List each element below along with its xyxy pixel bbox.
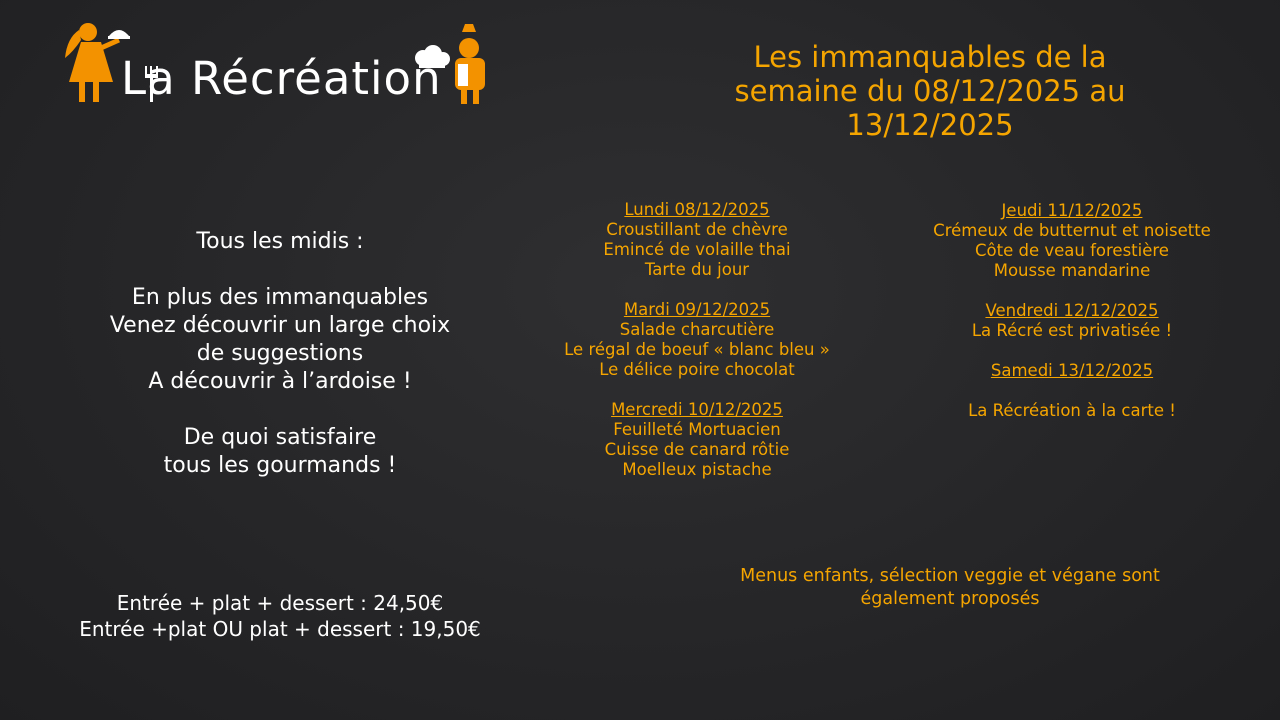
pitch-line: De quoi satisfaire	[183, 425, 377, 450]
day-heading: Mercredi 10/12/2025	[611, 400, 783, 419]
pitch-line: tous les gourmands !	[163, 453, 397, 478]
day-menu-tuesday	[517, 300, 877, 380]
pitch-line: de suggestions	[196, 341, 364, 366]
title-line: 13/12/2025	[846, 108, 1014, 142]
menu-item: Tarte du jour	[644, 260, 750, 279]
day-menu-friday	[892, 301, 1252, 341]
price-line: Entrée + plat + dessert : 24,50€	[116, 591, 444, 615]
menu-item: Côte de veau forestière	[975, 241, 1169, 260]
menu-column-left	[517, 200, 877, 500]
title-line: semaine du 08/12/2025 au	[734, 74, 1126, 108]
menu-item: Croustillant de chèvre	[606, 220, 788, 239]
day-heading: Lundi 08/12/2025	[624, 200, 770, 219]
day-heading: Mardi 09/12/2025	[623, 300, 771, 319]
menu-column-right	[892, 201, 1252, 441]
menu-item: Le régal de boeuf « blanc bleu »	[564, 340, 830, 359]
pitch-line: En plus des immanquables	[131, 285, 429, 310]
menu-item: Crémeux de butternut et noisette	[933, 221, 1211, 240]
menu-item: Mousse mandarine	[993, 261, 1151, 280]
page-title	[640, 40, 1220, 142]
day-menu-monday	[517, 200, 877, 280]
menu-item	[892, 381, 1252, 401]
menu-item: Cuisse de canard rôtie	[604, 440, 790, 459]
title-line: Les immanquables de la	[753, 40, 1107, 74]
menu-item: Emincé de volaille thai	[603, 240, 791, 259]
day-menu-thursday	[892, 201, 1252, 281]
price-list	[30, 590, 530, 642]
menu-item: La Récré est privatisée !	[971, 321, 1173, 340]
price-line: Entrée +plat OU plat + dessert : 19,50€	[79, 617, 481, 641]
brand-logo	[55, 18, 505, 113]
day-heading: Jeudi 11/12/2025	[1001, 201, 1143, 220]
day-heading: Vendredi 12/12/2025	[985, 301, 1159, 320]
footer-line: Menus enfants, sélection veggie et végane sont	[740, 566, 1160, 586]
day-heading: Samedi 13/12/2025	[990, 361, 1154, 380]
day-menu-wednesday	[517, 400, 877, 480]
menu-item: Moelleux pistache	[622, 460, 772, 479]
pitch-line: A découvrir à l’ardoise !	[148, 369, 412, 394]
logo-text: La Récréation	[121, 52, 442, 105]
pitch-heading: Tous les midis :	[196, 229, 364, 254]
day-menu-saturday	[892, 361, 1252, 421]
footer-note	[640, 565, 1260, 611]
menu-item: Le délice poire chocolat	[599, 360, 795, 379]
footer-line: également proposés	[860, 589, 1040, 609]
menu-item: Feuilleté Mortuacien	[613, 420, 781, 439]
pitch-line: Venez découvrir un large choix	[109, 313, 451, 338]
menu-item: La Récréation à la carte !	[968, 401, 1176, 420]
menu-item: Salade charcutière	[619, 320, 775, 339]
daily-pitch	[40, 228, 520, 480]
